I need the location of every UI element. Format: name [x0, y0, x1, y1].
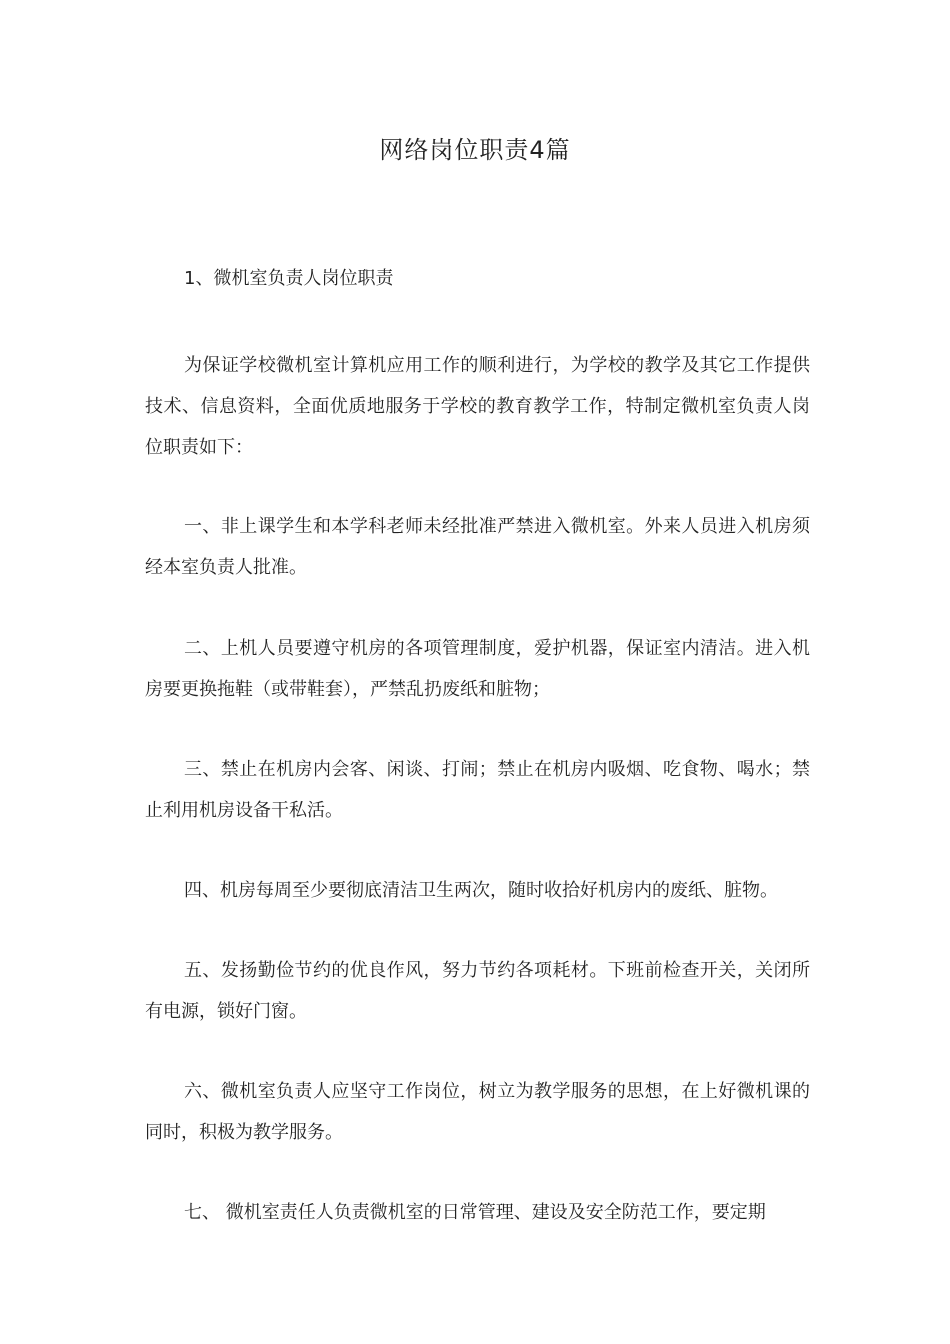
- paragraph-item-3: 三、禁止在机房内会客、闲谈、打闹；禁止在机房内吸烟、吃食物、喝水；禁止利用机房设备干私活。: [145, 759, 810, 821]
- paragraph-item-5: 五、发扬勤俭节约的优良作风，努力节约各项耗材。下班前检查开关，关闭所有电源，锁好门窗。: [145, 960, 810, 1022]
- paragraph-item-2: 二、上机人员要遵守机房的各项管理制度，爱护机器，保证室内清洁。进入机房要更换拖鞋（或带鞋套），严禁乱扔废纸和脏物；: [145, 638, 810, 700]
- paragraph-item-7: 七、 微机室责任人负责微机室的日常管理、建设及安全防范工作，要定期: [184, 1202, 766, 1223]
- paragraph-item-6: 六、微机室负责人应坚守工作岗位，树立为教学服务的思想，在上好微机课的同时，积极为教学服务。: [145, 1081, 810, 1143]
- section-heading: 1、微机室负责人岗位职责: [184, 268, 394, 289]
- paragraph-item-4: 四、机房每周至少要彻底清洁卫生两次，随时收拾好机房内的废纸、脏物。: [184, 880, 778, 901]
- paragraph-intro: 为保证学校微机室计算机应用工作的顺利进行，为学校的教学及其它工作提供技术、信息资料，全面优质地服务于学校的教育教学工作，特制定微机室负责人岗位职责如下：: [145, 355, 810, 458]
- document-title: 网络岗位职责4篇: [379, 136, 571, 164]
- paragraph-item-1: 一、非上课学生和本学科老师未经批准严禁进入微机室。外来人员进入机房须经本室负责人批准。: [145, 516, 810, 578]
